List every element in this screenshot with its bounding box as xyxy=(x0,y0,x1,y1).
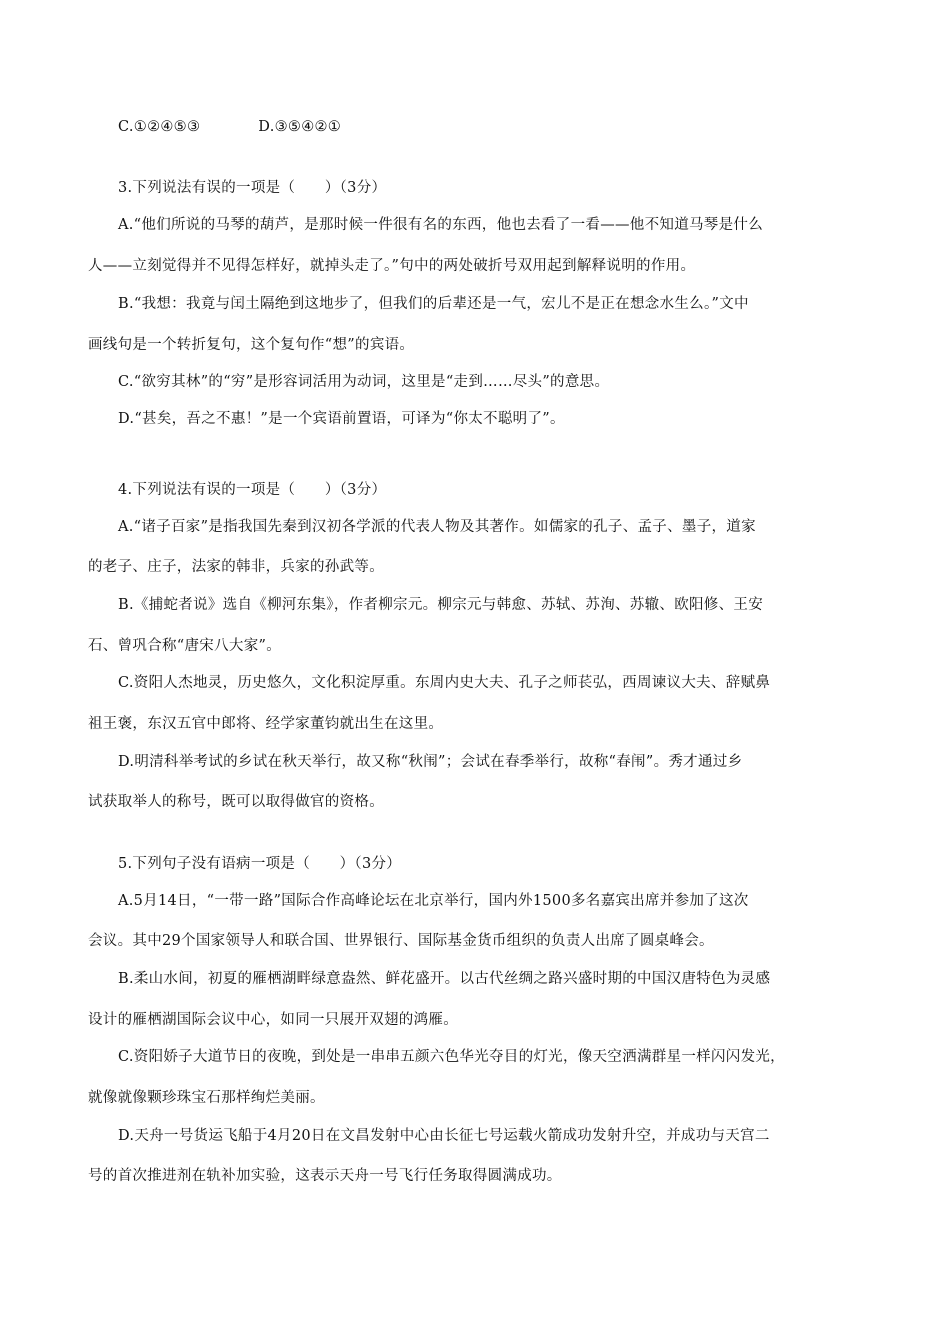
question-4-option-a-cont: 的老子、庄子，法家的韩非，兵家的孙武等。 xyxy=(88,559,384,575)
question-4-option-b: B.《捕蛇者说》选自《柳河东集》，作者柳宗元。柳宗元与韩愈、苏轼、苏洵、苏辙、欧阳修、王安 xyxy=(118,597,764,613)
question-4-option-c: C.资阳人杰地灵，历史悠久，文化积淀厚重。东周内史大夫、孔子之师苌弘，西周谏议大夫、辞赋鼻 xyxy=(118,675,771,691)
question-2-options-cd xyxy=(118,117,341,137)
question-4-option-d: D.明清科举考试的乡试在秋天举行，故又称“秋闱”；会试在春季举行，故称“春闱”。秀才通过乡 xyxy=(118,754,743,770)
question-3-option-a-cont: 人——立刻觉得并不见得怎样好，就掉头走了。”句中的两处破折号双用起到解释说明的作用。 xyxy=(88,258,696,274)
question-3-stem: 3.下列说法有误的一项是（ ）（3分） xyxy=(118,180,387,196)
question-3-option-d: D.“甚矣，吾之不惠！”是一个宾语前置语，可译为“你太不聪明了”。 xyxy=(118,411,565,427)
question-3-option-a: A.“他们所说的马琴的葫芦，是那时候一件很有名的东西，他也去看了一看——他不知道马琴是什么 xyxy=(118,217,763,233)
question-3-option-c: C.“欲穷其林”的“穷”是形容词活用为动词，这里是“走到……尽头”的意思。 xyxy=(118,374,610,390)
question-5-option-d-cont: 号的首次推进剂在轨补加实验，这表示天舟一号飞行任务取得圆满成功。 xyxy=(88,1168,562,1184)
question-5-option-b: B.柔山水间，初夏的雁栖湖畔绿意盎然、鲜花盛开。以古代丝绸之路兴盛时期的中国汉唐特色为灵感 xyxy=(118,971,771,987)
question-4-stem: 4.下列说法有误的一项是（ ）（3分） xyxy=(118,482,387,498)
question-5-option-a: A.5月14日，“一带一路”国际合作高峰论坛在北京举行，国内外1500多名嘉宾出席并参加了这次 xyxy=(118,893,749,909)
question-4-option-a: A.“诸子百家”是指我国先秦到汉初各学派的代表人物及其著作。如儒家的孔子、孟子、墨子，道家 xyxy=(118,519,756,535)
question-4-option-d-cont: 试获取举人的称号，既可以取得做官的资格。 xyxy=(88,794,384,810)
question-5-stem: 5.下列句子没有语病一项是（ ）（3分） xyxy=(118,856,402,872)
option-d: D.③⑤④②① xyxy=(258,119,342,135)
option-c: C.①②④⑤③ xyxy=(118,119,201,135)
question-5-option-c-cont: 就像就像颗珍珠宝石那样绚烂美丽。 xyxy=(88,1090,325,1106)
question-4-option-c-cont: 祖王褒，东汉五官中郎将、经学家董钧就出生在这里。 xyxy=(88,716,444,732)
question-5-option-b-cont: 设计的雁栖湖国际会议中心，如同一只展开双翅的鸿雁。 xyxy=(88,1012,458,1028)
question-4-option-b-cont: 石、曾巩合称“唐宋八大家”。 xyxy=(88,638,282,654)
question-3-option-b: B.“我想：我竟与闰土隔绝到这地步了，但我们的后辈还是一气，宏儿不是正在想念水生么。”文中 xyxy=(118,296,749,312)
question-5-option-c: C.资阳娇子大道节日的夜晚，到处是一串串五颜六色华光夺目的灯光，像天空洒满群星一样闪闪发光， xyxy=(118,1049,785,1065)
question-5-option-a-cont: 会议。其中29个国家领导人和联合国、世界银行、国际基金货币组织的负责人出席了圆桌峰会。 xyxy=(88,933,714,949)
question-5-option-d: D.天舟一号货运飞船于4月20日在文昌发射中心由长征七号运载火箭成功发射升空，并成功与天宫二 xyxy=(118,1128,770,1144)
question-3-option-b-cont: 画线句是一个转折复句，这个复句作“想”的宾语。 xyxy=(88,337,415,353)
